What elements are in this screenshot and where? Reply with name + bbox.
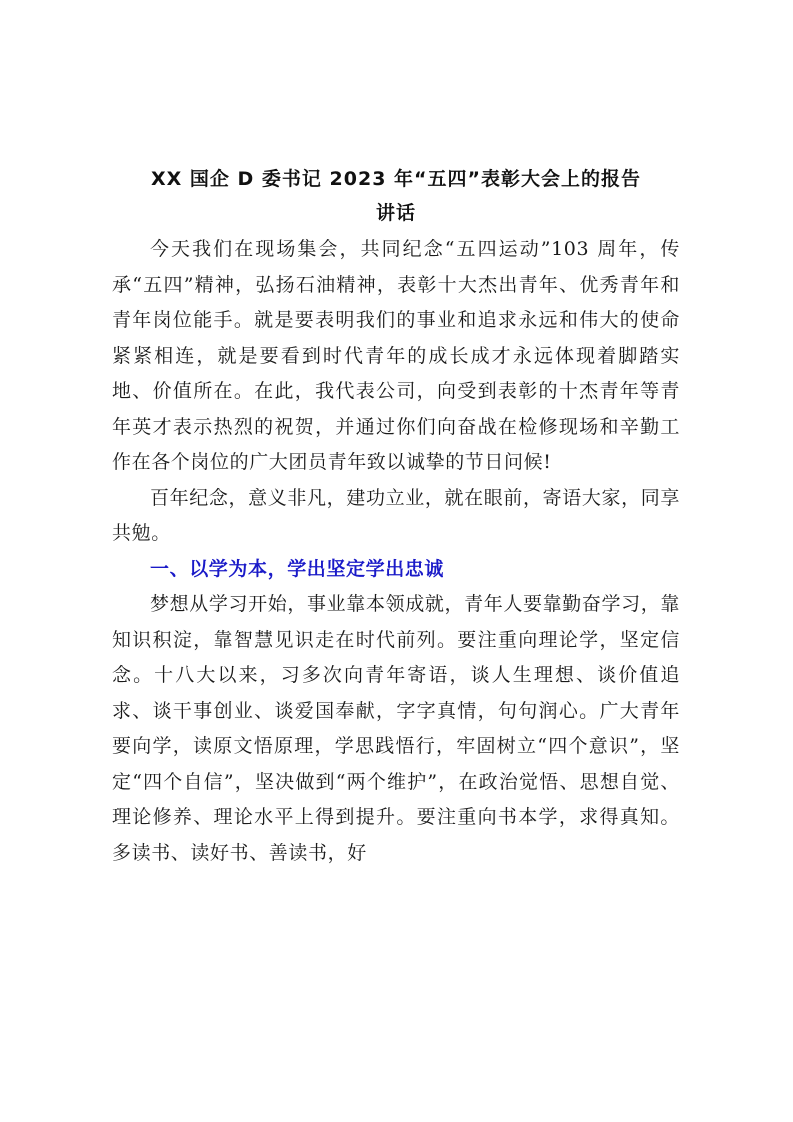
title-line-2: 讲话 [375,202,416,224]
document-title [112,162,680,230]
title-line-1: XX 国企 D 委书记 2023 年“五四”表彰大会上的报告 [151,168,641,190]
paragraph-greeting: 百年纪念，意义非凡，建功立业，就在眼前，寄语大家，同享共勉。 [112,486,680,544]
section-1-paragraph: 梦想从学习开始，事业靠本领成就，青年人要靠勤奋学习，靠知识积淀，靠智慧见识走在时代前列。要注重向理论学，坚定信念。十八大以来，习多次向青年寄语，谈人生理想、谈价值追求、谈干事创业、谈爱国奉献，字字真情，句句润心。广大青年要向学，读原文悟原理，学思践悟行，牢固树立“四个意识”，坚定“四个自信”，坚决做到“两个维护”，在政治觉悟、思想自觉、理论修养、理论水平上得到提升。要注重向书本学，求得真知。多读书、读好书、善读书，好 [112,593,680,864]
paragraph-opening: 今天我们在现场集会，共同纪念“五四运动”103 周年，传承“五四”精神，弘扬石油精神，表彰十大杰出青年、优秀青年和青年岗位能手。就是要表明我们的事业和追求永远和伟大的使命紧紧相连，就是要看到时代青年的成长成才永远体现着脚踏实地、价值所在。在此，我代表公司，向受到表彰的十杰青年等青年英才表示热烈的祝贺，并通过你们向奋战在检修现场和辛勤工作在各个岗位的广大团员青年致以诚挚的节日问候! [112,238,680,473]
document-body [112,162,680,871]
section-heading-1: 一、以学为本，学出坚定学出忠诚 [150,557,445,580]
